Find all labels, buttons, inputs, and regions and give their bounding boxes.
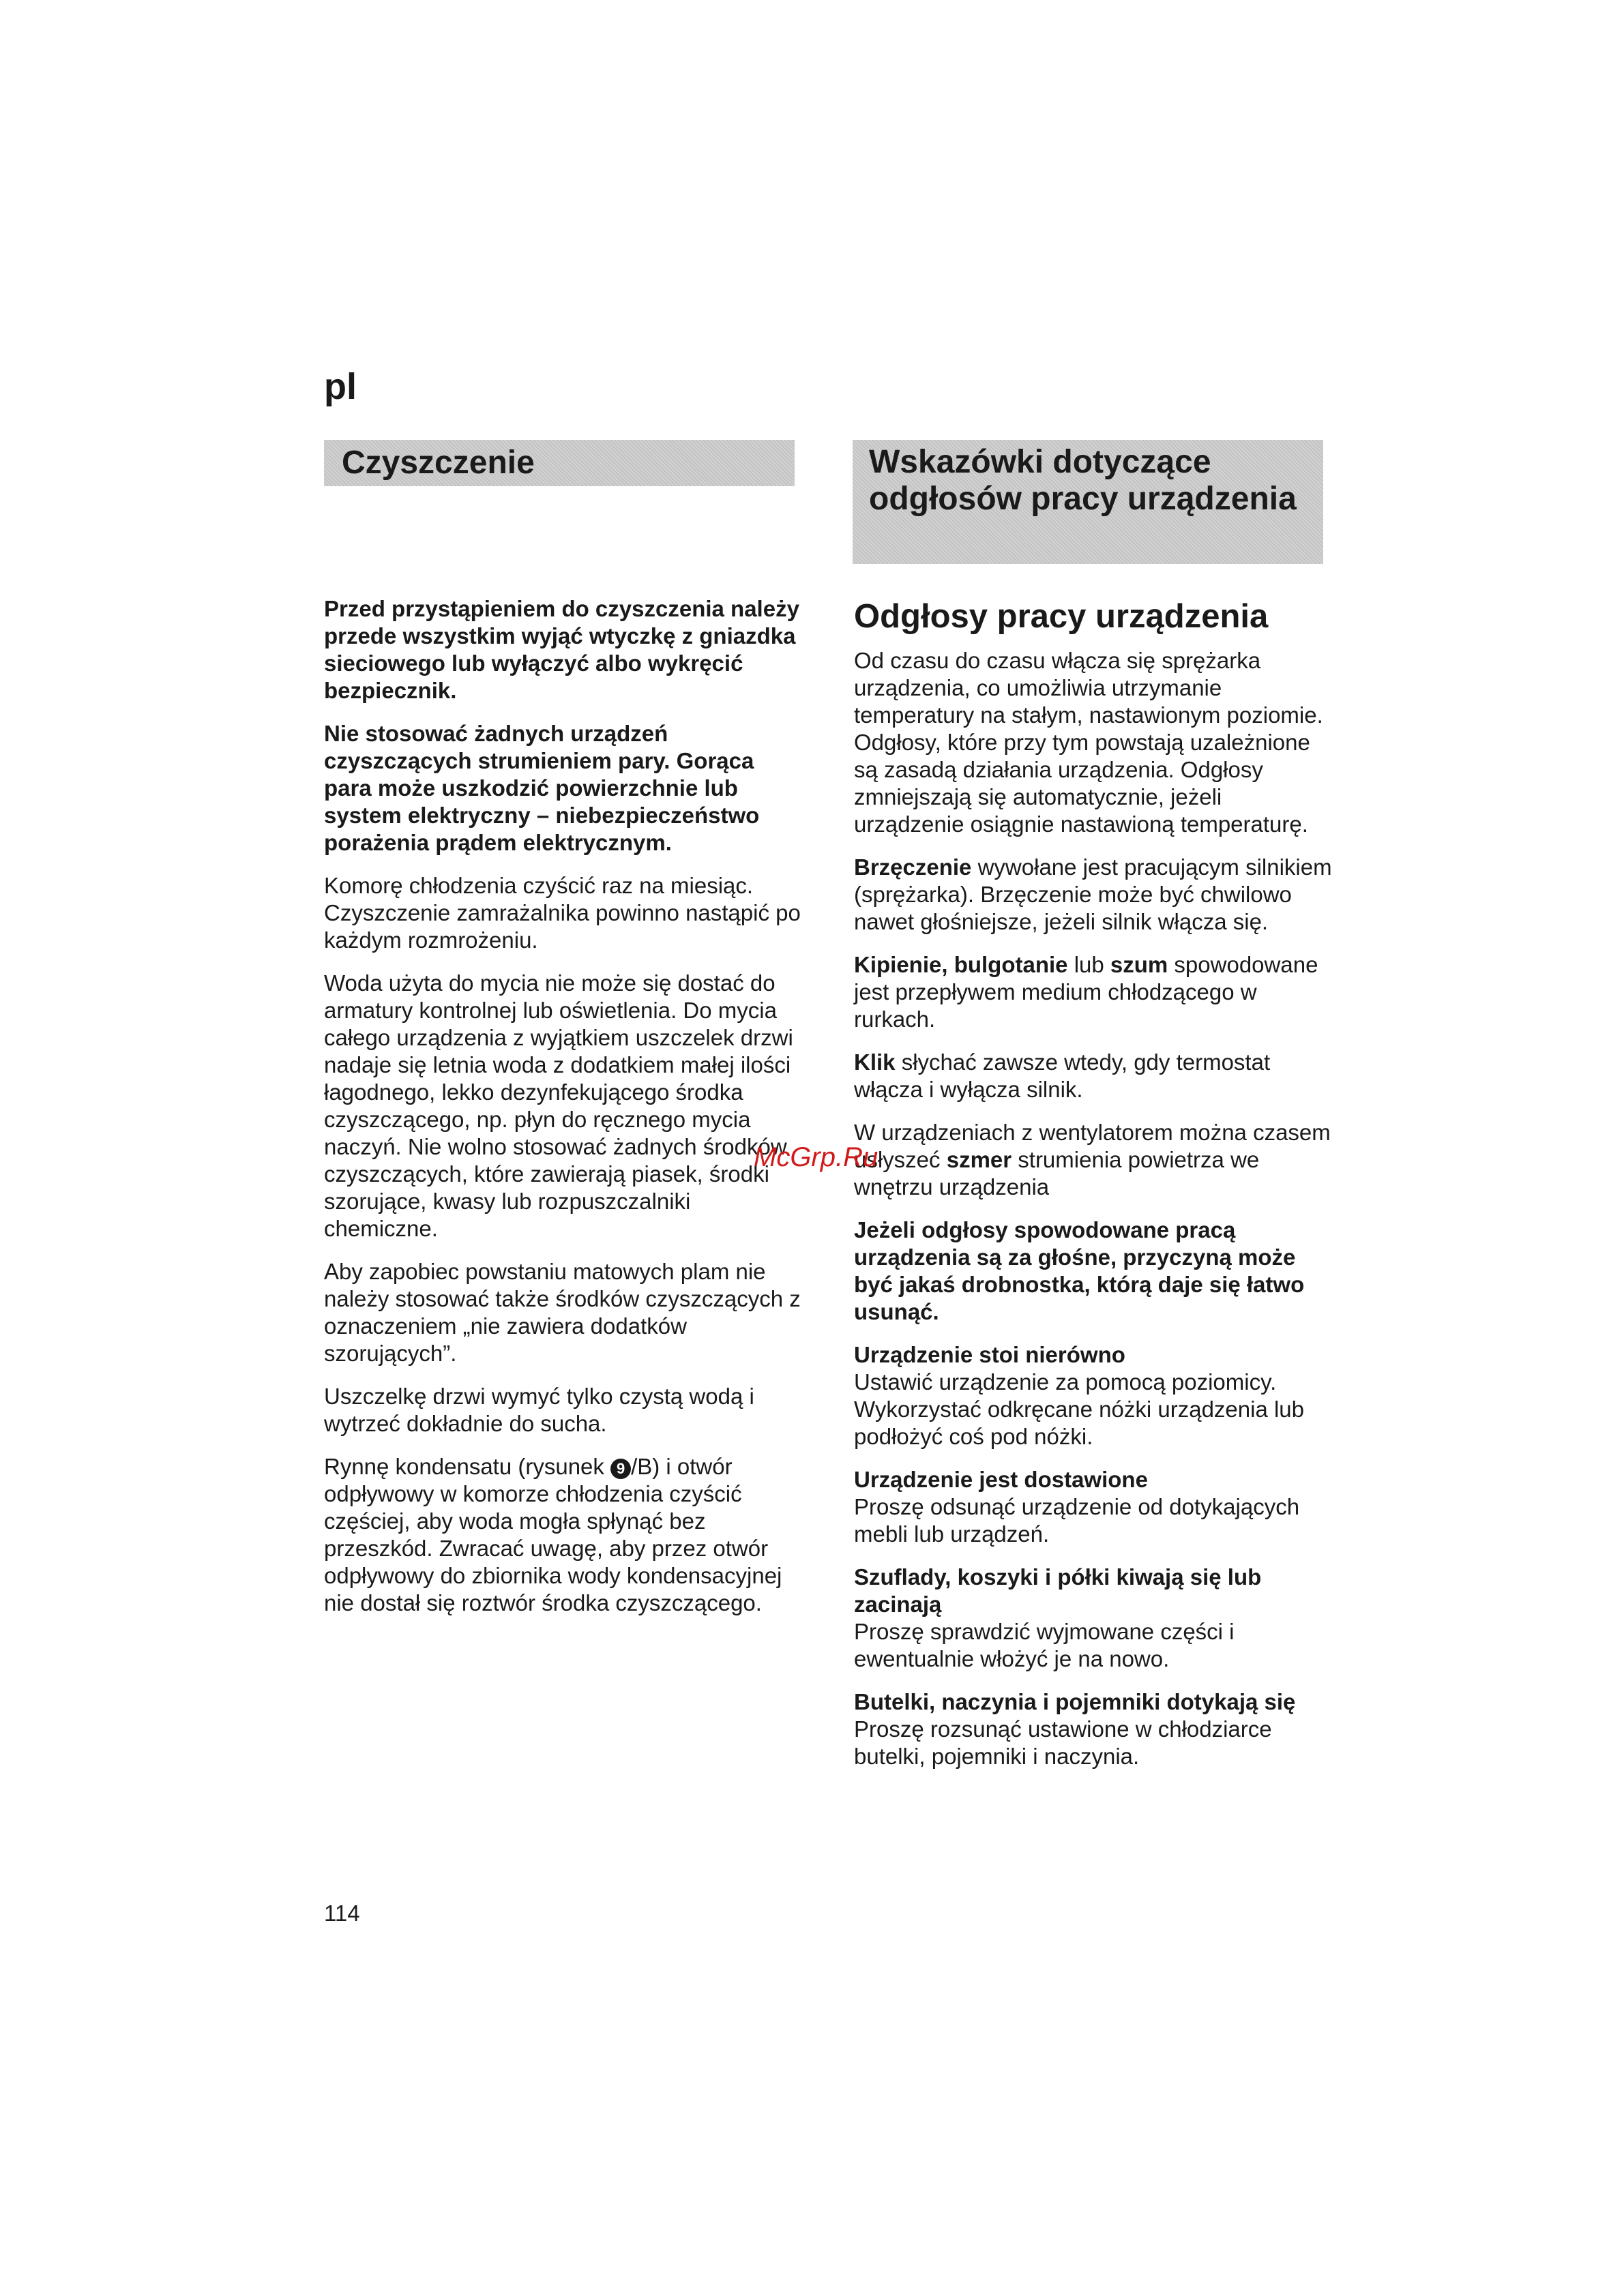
term-rustle: szmer <box>946 1147 1012 1172</box>
paragraph-matte-spots: Aby zapobiec powstaniu matowych plam nie należy stosować także środków czyszczących z oznaczeniem „nie zawiera dodatków szorujących”. <box>324 1259 801 1366</box>
condensate-text-before: Rynnę kondensatu (rysunek <box>324 1454 611 1479</box>
condensate-text-after: /B) i otwór odpływowy w komorze chłodzenia czyścić częściej, aby woda mogła spłynąć bez przeszkód. Zwracać uwagę, aby przez otwór odpływowy do zbiornika wody kondensacyjnej nie dostał się roztwór środka czyszczącego. <box>324 1454 782 1615</box>
warning-unplug: Przed przystąpieniem do czyszczenia należy przede wszystkim wyjąć wtyczkę z gniazdka sieciowego lub wyłączyć albo wykręcić bezpiecznik. <box>324 596 799 703</box>
boiling-text: spowodowane jest przepływem medium chłodzącego w rurkach. <box>854 952 1318 1032</box>
paragraph-click <box>854 1049 1335 1103</box>
paragraph-condensate-channel <box>324 1453 801 1617</box>
subheading-operating-noises: Odgłosy pracy urządzenia <box>854 598 1269 635</box>
fan-text-after: strumienia powietrza we wnętrzu urządzenia <box>854 1147 1260 1199</box>
term-hum: szum <box>1110 952 1168 977</box>
watermark: McGrp.Ru <box>754 1142 879 1172</box>
left-column <box>324 595 801 1632</box>
issue-bottles-text: Proszę rozsunąć ustawione w chłodziarce butelki, pojemniki i naczynia. <box>854 1716 1272 1769</box>
term-boiling: Kipienie, bulgotanie <box>854 952 1068 977</box>
issue-drawers <box>854 1564 1335 1673</box>
term-buzzing: Brzęczenie <box>854 854 972 880</box>
issue-bottles-title: Butelki, naczynia i pojemniki dotykają się <box>854 1689 1296 1714</box>
warning-steam: Nie stosować żadnych urządzeń czyszczących strumieniem pary. Gorąca para może uszkodzić powierzchnie lub system elektryczny – niebezpieczeństwo porażenia prądem elektrycznym. <box>324 721 760 855</box>
figure-number-badge: 9 <box>610 1459 631 1479</box>
issue-drawers-text: Proszę sprawdzić wyjmowane części i ewentualnie włożyć je na nowo. <box>854 1619 1235 1671</box>
language-code: pl <box>324 366 357 407</box>
issue-uneven-title: Urządzenie stoi nierówno <box>854 1342 1125 1367</box>
paragraph-buzzing <box>854 854 1335 936</box>
fan-text-before: W urządzeniach z wentylatorem można czasem usłyszeć <box>854 1120 1331 1172</box>
issue-touching-title: Urządzenie jest dostawione <box>854 1467 1148 1492</box>
paragraph-loud-noise-note: Jeżeli odgłosy spowodowane pracą urządzenia są za głośne, przyczyną może być jakaś drobnostka, którą daje się łatwo usunąć. <box>854 1217 1305 1324</box>
issue-uneven-text: Ustawić urządzenie za pomocą poziomicy. Wykorzystać odkręcane nóżki urządzenia lub podłożyć coś pod nóżki. <box>854 1369 1305 1449</box>
term-click: Klik <box>854 1049 896 1075</box>
boiling-connector: lub <box>1067 952 1110 977</box>
buzzing-text: wywołane jest pracującym silnikiem (sprężarka). Brzęczenie może być chwilowo nawet głośniejsze, jeżeli silnik włącza się. <box>854 854 1332 934</box>
issue-touching-furniture <box>854 1466 1335 1548</box>
paragraph-washing-water: Woda użyta do mycia nie może się dostać do armatury kontrolnej lub oświetlenia. Do mycia całego urządzenia z wyjątkiem uszczelek drzwi nadaje się letnia woda z dodatkiem małej ilości łagodnego, lekko dezynfekującego środka czyszczącego, np. płyn do ręcznego mycia naczyń. Nie wolno stosować żadnych środków czyszczących, które zawierają piasek, środki szorujące, kwasy lub rozpuszczalniki chemiczne. <box>324 970 793 1241</box>
issue-uneven <box>854 1341 1335 1450</box>
issue-touching-text: Proszę odsunąć urządzenie od dotykających mebli lub urządzeń. <box>854 1494 1300 1547</box>
page-number: 114 <box>324 1900 360 1926</box>
paragraph-door-seal: Uszczelkę drzwi wymyć tylko czystą wodą i wytrzeć dokładnie do sucha. <box>324 1384 754 1436</box>
right-column <box>854 595 1335 1786</box>
paragraph-fan <box>854 1119 1335 1201</box>
section-title-noise-tips: Wskazówki dotyczące odgłosów pracy urządzenia <box>853 440 1323 564</box>
paragraph-noise-intro: Od czasu do czasu włącza się sprężarka urządzenia, co umożliwia utrzymanie temperatury na stałym, nastawionym poziomie. Odgłosy, które przy tym powstają uzależnione są zasadą działania urządzenia. Odgłosy zmniejszają się automatycznie, jeżeli urządzenie osiągnie nastawioną temperaturę. <box>854 648 1323 837</box>
issue-drawers-title: Szuflady, koszyki i półki kiwają się lub zacinają <box>854 1564 1262 1617</box>
section-title-cleaning: Czyszczenie <box>324 440 795 486</box>
paragraph-boiling <box>854 951 1335 1033</box>
issue-bottles <box>854 1688 1335 1770</box>
paragraph-cleaning-frequency: Komorę chłodzenia czyścić raz na miesiąc. Czyszczenie zamrażalnika powinno nastąpić po każdym rozmrożeniu. <box>324 873 801 953</box>
click-text: słychać zawsze wtedy, gdy termostat włącza i wyłącza silnik. <box>854 1049 1271 1102</box>
